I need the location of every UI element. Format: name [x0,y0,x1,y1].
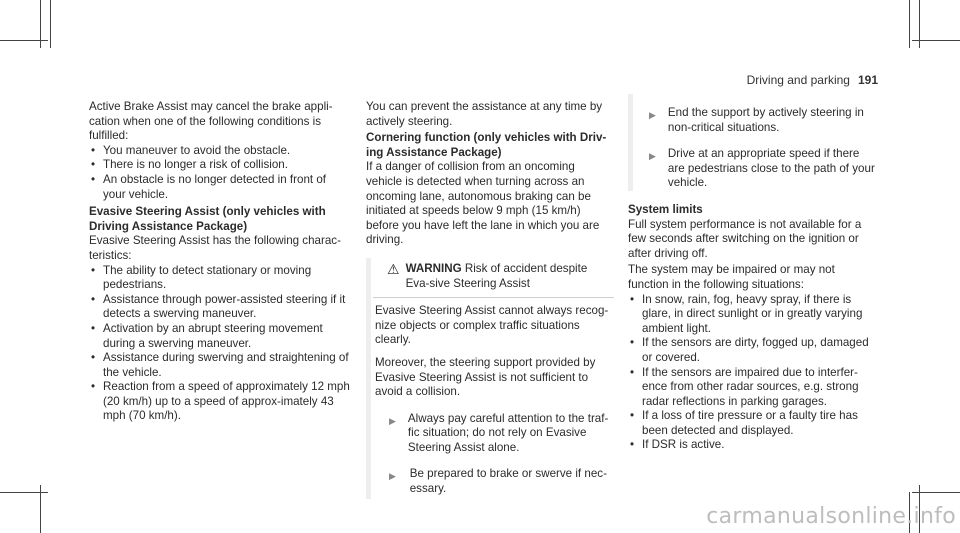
arrow-icon: ▶ [389,415,396,426]
limits-text: The system may be impaired or may not function in the following situations: [628,263,835,291]
warning-label: WARNING [405,261,462,275]
watermark: carmanualsonline.info [706,504,956,529]
limits-list [628,293,878,454]
warning-bar [628,94,633,191]
crop-mark [0,40,48,41]
prevent-text: You can prevent the assistance at any time by actively steering. [366,100,603,128]
section-heading: Evasive Steering Assist (only vehicles with Driving Assistance Package) [89,205,326,233]
list-item: • An obstacle is no longer detected in front of your vehicle. [89,173,351,202]
step-text: End the support by actively steering in non-critical situations. [667,106,864,134]
crop-mark [0,492,48,493]
list-item: • If the sensors are impaired due to interfer-ence from other radar sources, e.g. strong radar reflections in parking garages. [628,366,878,410]
list-item: • If a loss of tire pressure or a faulty tire has been detected and displayed. [628,409,878,438]
warning-triangle-icon: ⚠ [387,260,400,277]
crop-mark [909,0,910,48]
list-item: • If the sensors are dirty, fogged up, damaged or covered. [628,336,878,365]
step-text: Be prepared to brake or swerve if nec-essary. [409,467,607,496]
column-left [89,100,351,424]
column-right [628,106,878,453]
step-text: Drive at an appropriate speed if there are pedestrians close to the path of your vehicle. [667,147,875,190]
warning-text: Moreover, the steering support provided by Evasive Steering Assist is not sufficient to avoid a collision. [375,355,596,399]
condition-list [89,144,351,202]
column-middle [366,100,614,499]
characteristics-list [89,264,351,425]
warning-body [373,298,614,499]
crop-mark [50,0,51,48]
instruction-step [375,412,614,456]
warning-box [366,258,614,499]
list-item: • The ability to detect stationary or moving pedestrians. [89,264,351,293]
section-title: Driving and parking [746,73,850,87]
arrow-icon: ▶ [389,471,396,482]
page-number: 191 [857,73,878,87]
list-item: • If DSR is active. [628,438,878,453]
list-item: • There is no longer a risk of collision. [89,158,351,173]
crop-mark [912,40,960,41]
instruction-step [375,467,614,496]
list-item: • Reaction from a speed of approximately 12 mph (20 km/h) up to a speed of approx-imately 43 mph (70 km/h). [89,380,351,424]
warning-steps-continued [628,106,878,191]
list-item: • Assistance during swerving and straightening of the vehicle. [89,351,351,380]
arrow-icon: ▶ [649,151,656,162]
arrow-icon: ▶ [649,110,656,120]
step-text: Always pay careful attention to the traf-fic situation; do not rely on Evasive Steering Assist alone. [407,411,609,454]
warning-text: Evasive Steering Assist cannot always recog-nize objects or complex traffic situations clearly. [375,304,609,347]
section-heading: System limits [628,202,703,216]
limits-text: Full system performance is not available for a few seconds after switching on the ignition or after driving off. [628,217,862,260]
instruction-step [635,147,878,191]
description-text: Evasive Steering Assist has the following charac-teristics: [89,234,341,262]
list-item: • You maneuver to avoid the obstacle. [89,144,351,159]
instruction-step [635,106,878,135]
list-item: • In snow, rain, fog, heavy spray, if there is glare, in direct sunlight or in greatly varying ambient light. [628,293,878,337]
list-item: • Activation by an abrupt steering movement during a swerving maneuver. [89,322,351,351]
warning-title [373,258,614,298]
page-header [747,73,878,87]
list-item: • Assistance through power-assisted steering if it detects a swerving maneuver. [89,293,351,322]
warning-bar [366,258,371,499]
intro-text: Active Brake Assist may cancel the brake appli-cation when one of the following conditions is fulfilled: [89,100,333,143]
cornering-text: If a danger of collision from an oncoming vehicle is detected when turning across an oncoming lane, autonomous braking can be initiated at speeds below 9 mph (15 km/h) before you have left the lane in which you are driving. [366,160,600,247]
section-heading: Cornering function (only vehicles with Driv-ing Assistance Package) [366,131,607,159]
crop-mark [912,492,960,493]
warning-title-text: Risk of accident despite Eva-sive Steering Assist [405,261,588,290]
